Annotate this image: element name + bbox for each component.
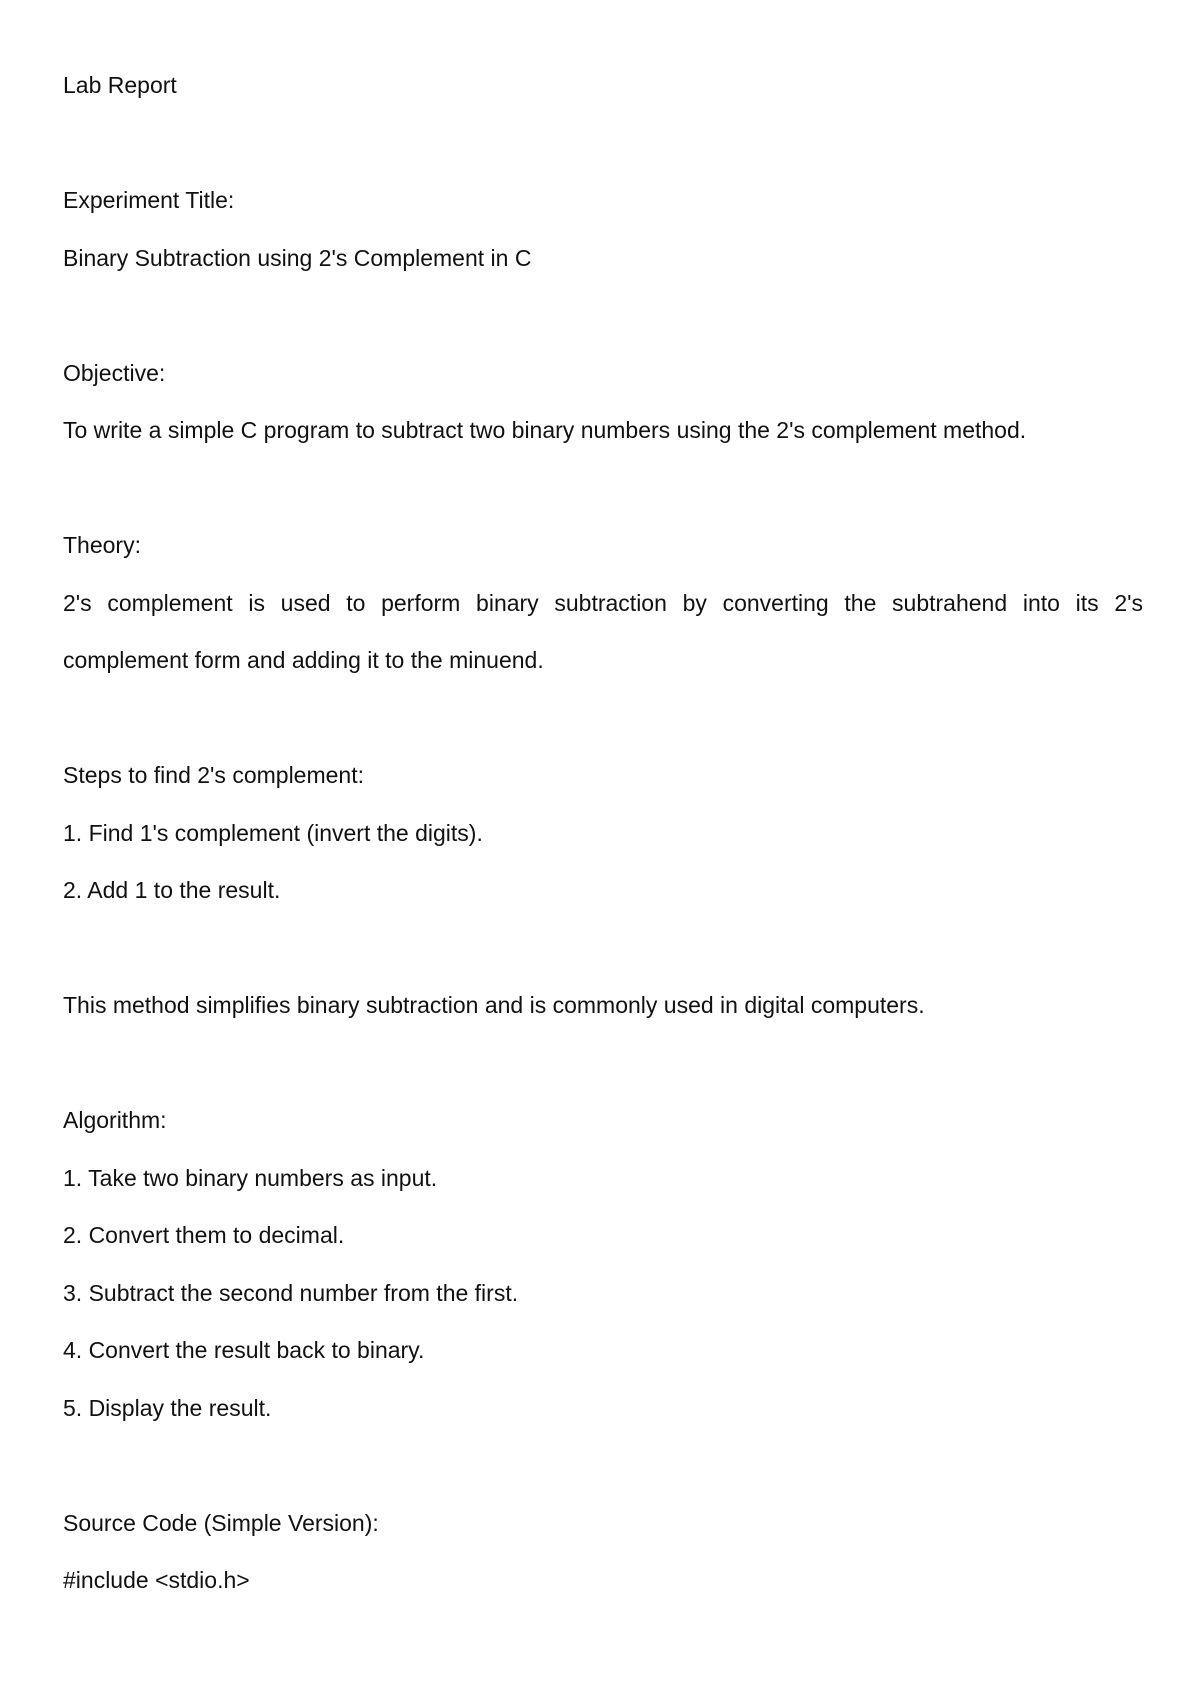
experiment-title: Binary Subtraction using 2's Complement in C [63, 245, 532, 271]
algorithm-label: Algorithm: [63, 1107, 167, 1133]
method-note: This method simplifies binary subtraction and is commonly used in digital computers. [63, 992, 925, 1018]
experiment-title-label: Experiment Title: [63, 187, 235, 213]
theory-text-line-2: complement form and adding it to the minuend. [63, 647, 544, 673]
source-code-line: #include <stdio.h> [63, 1567, 250, 1593]
objective-text: To write a simple C program to subtract two binary numbers using the 2's complement method. [63, 417, 1027, 443]
objective-label: Objective: [63, 360, 166, 386]
algorithm-item: 3. Subtract the second number from the first. [63, 1280, 519, 1306]
report-heading: Lab Report [63, 72, 177, 98]
theory-text-line-1: 2's complement is used to perform binary subtraction by converting the subtrahend into its 2's [63, 590, 1143, 616]
steps-item: 1. Find 1's complement (invert the digits). [63, 820, 483, 846]
algorithm-item: 2. Convert them to decimal. [63, 1222, 345, 1248]
algorithm-item: 1. Take two binary numbers as input. [63, 1165, 438, 1191]
source-code-label: Source Code (Simple Version): [63, 1510, 379, 1536]
theory-label: Theory: [63, 532, 141, 558]
steps-label: Steps to find 2's complement: [63, 762, 364, 788]
steps-item: 2. Add 1 to the result. [63, 877, 281, 903]
algorithm-item: 4. Convert the result back to binary. [63, 1337, 425, 1363]
algorithm-item: 5. Display the result. [63, 1395, 272, 1421]
